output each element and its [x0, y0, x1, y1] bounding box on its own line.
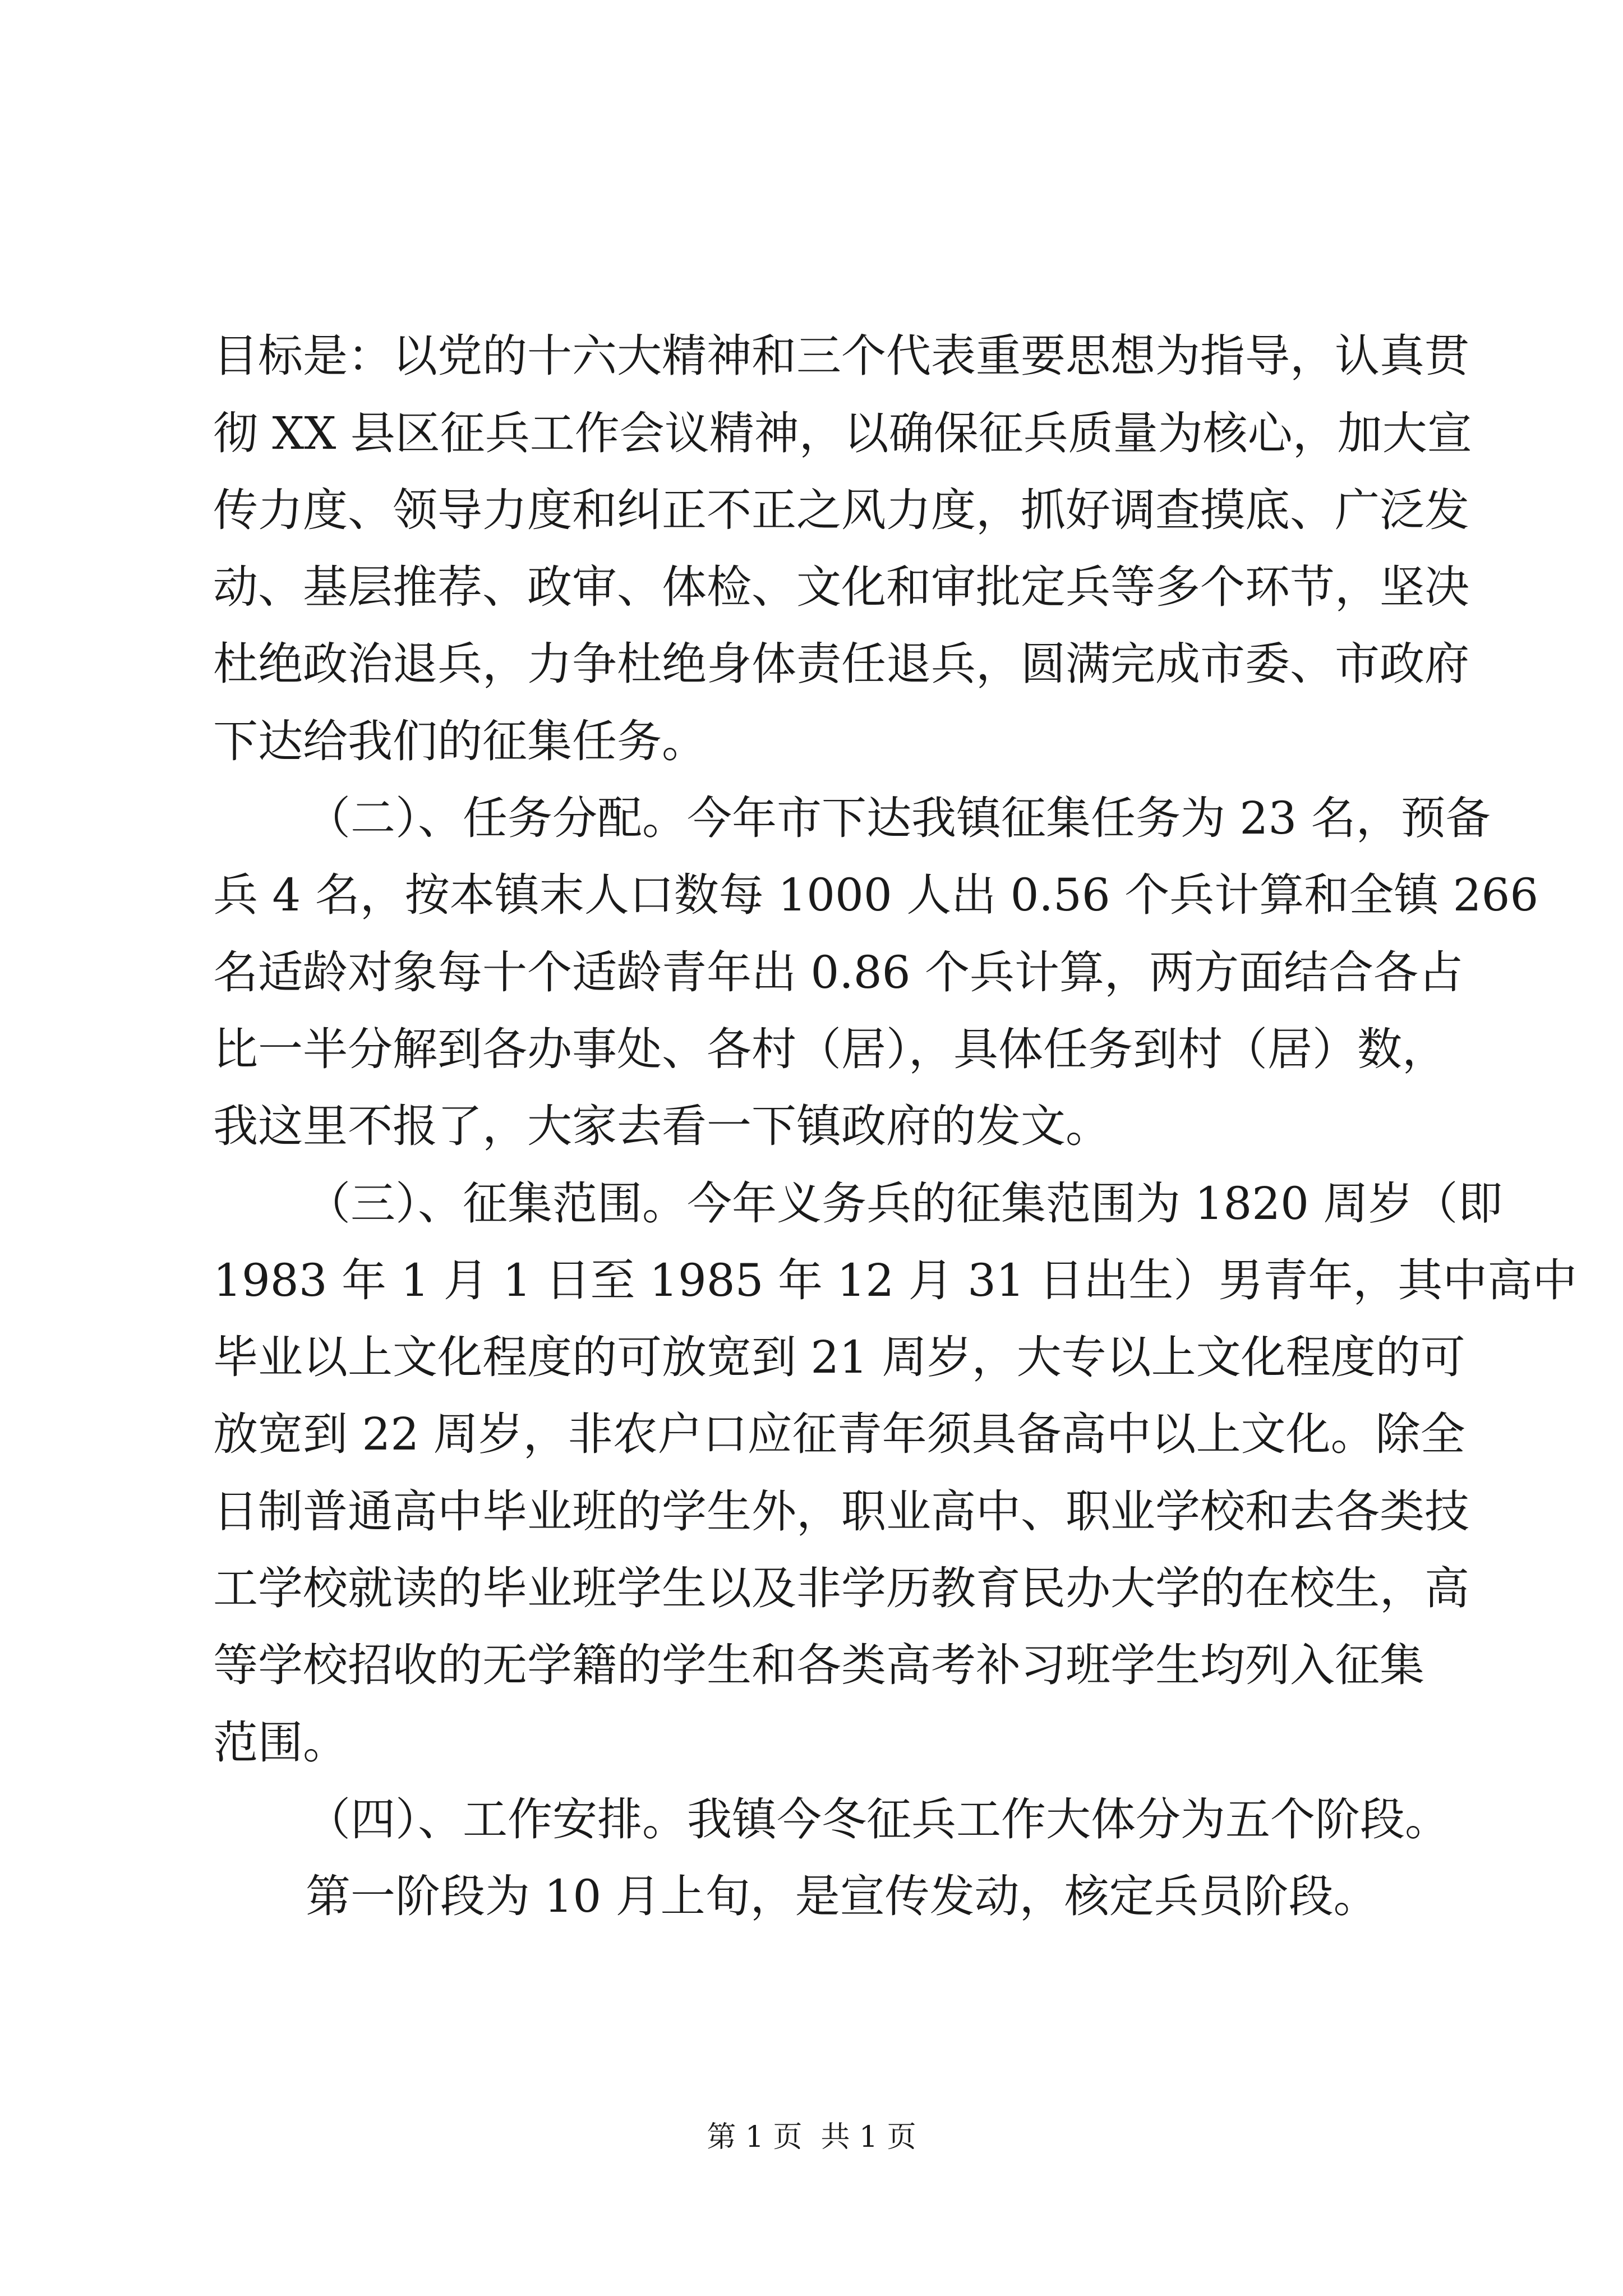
text-line-2: 彻 XX 县区征兵工作会议精神，以确保征兵质量为核心，加大宣: [213, 407, 1472, 459]
text-line-19: 范围。: [213, 1717, 348, 1769]
text-line-18: 等学校招收的无学籍的学生和各类高考补习班学生均列入征集: [213, 1639, 1424, 1691]
text-line-21: 第一阶段为 10 月上旬，是宣传发动，核定兵员阶段。: [306, 1870, 1378, 1922]
text-line-13: 1983 年 1 月 1 日至 1985 年 12 月 31 日出生）男青年，其中高中: [213, 1254, 1578, 1306]
text-line-9: 名适龄对象每十个适龄青年出 0.86 个兵计算，两方面结合各占: [213, 946, 1463, 999]
text-line-6: 下达给我们的征集任务。: [213, 715, 707, 767]
text-line-10: 比一半分解到各办事处、各村（居），具体任务到村（居）数，: [213, 1023, 1447, 1075]
text-line-7: （二）、任务分配。今年市下达我镇征集任务为 23 名，预备: [306, 792, 1491, 844]
text-line-8: 兵 4 名，按本镇末人口数每 1000 人出 0.56 个兵计算和全镇 266: [213, 869, 1539, 921]
text-line-3: 传力度、领导力度和纠正不正之风力度，抓好调查摸底、广泛发: [213, 484, 1469, 536]
text-line-15: 放宽到 22 周岁，非农户口应征青年须具备高中以上文化。除全: [213, 1408, 1465, 1460]
text-line-17: 工学校就读的毕业班学生以及非学历教育民办大学的在校生，高: [213, 1562, 1469, 1614]
text-line-20: （四）、工作安排。我镇今冬征兵工作大体分为五个阶段。: [306, 1793, 1450, 1846]
text-line-11: 我这里不报了，大家去看一下镇政府的发文。: [213, 1100, 1110, 1152]
text-line-14: 毕业以上文化程度的可放宽到 21 周岁，大专以上文化程度的可: [213, 1331, 1465, 1383]
text-line-5: 杜绝政治退兵，力争杜绝身体责任退兵，圆满完成市委、市政府: [213, 638, 1469, 690]
text-line-12: （三）、征集范围。今年义务兵的征集范围为 1820 周岁（即: [306, 1177, 1503, 1230]
text-line-4: 动、基层推荐、政审、体检、文化和审批定兵等多个环节，坚决: [213, 561, 1469, 613]
page-footer: 第 1 页 共 1 页: [707, 2120, 916, 2154]
text-line-1: 目标是：以党的十六大精神和三个代表重要思想为指导，认真贯: [213, 330, 1469, 382]
text-line-16: 日制普通高中毕业班的学生外，职业高中、职业学校和去各类技: [213, 1485, 1469, 1538]
